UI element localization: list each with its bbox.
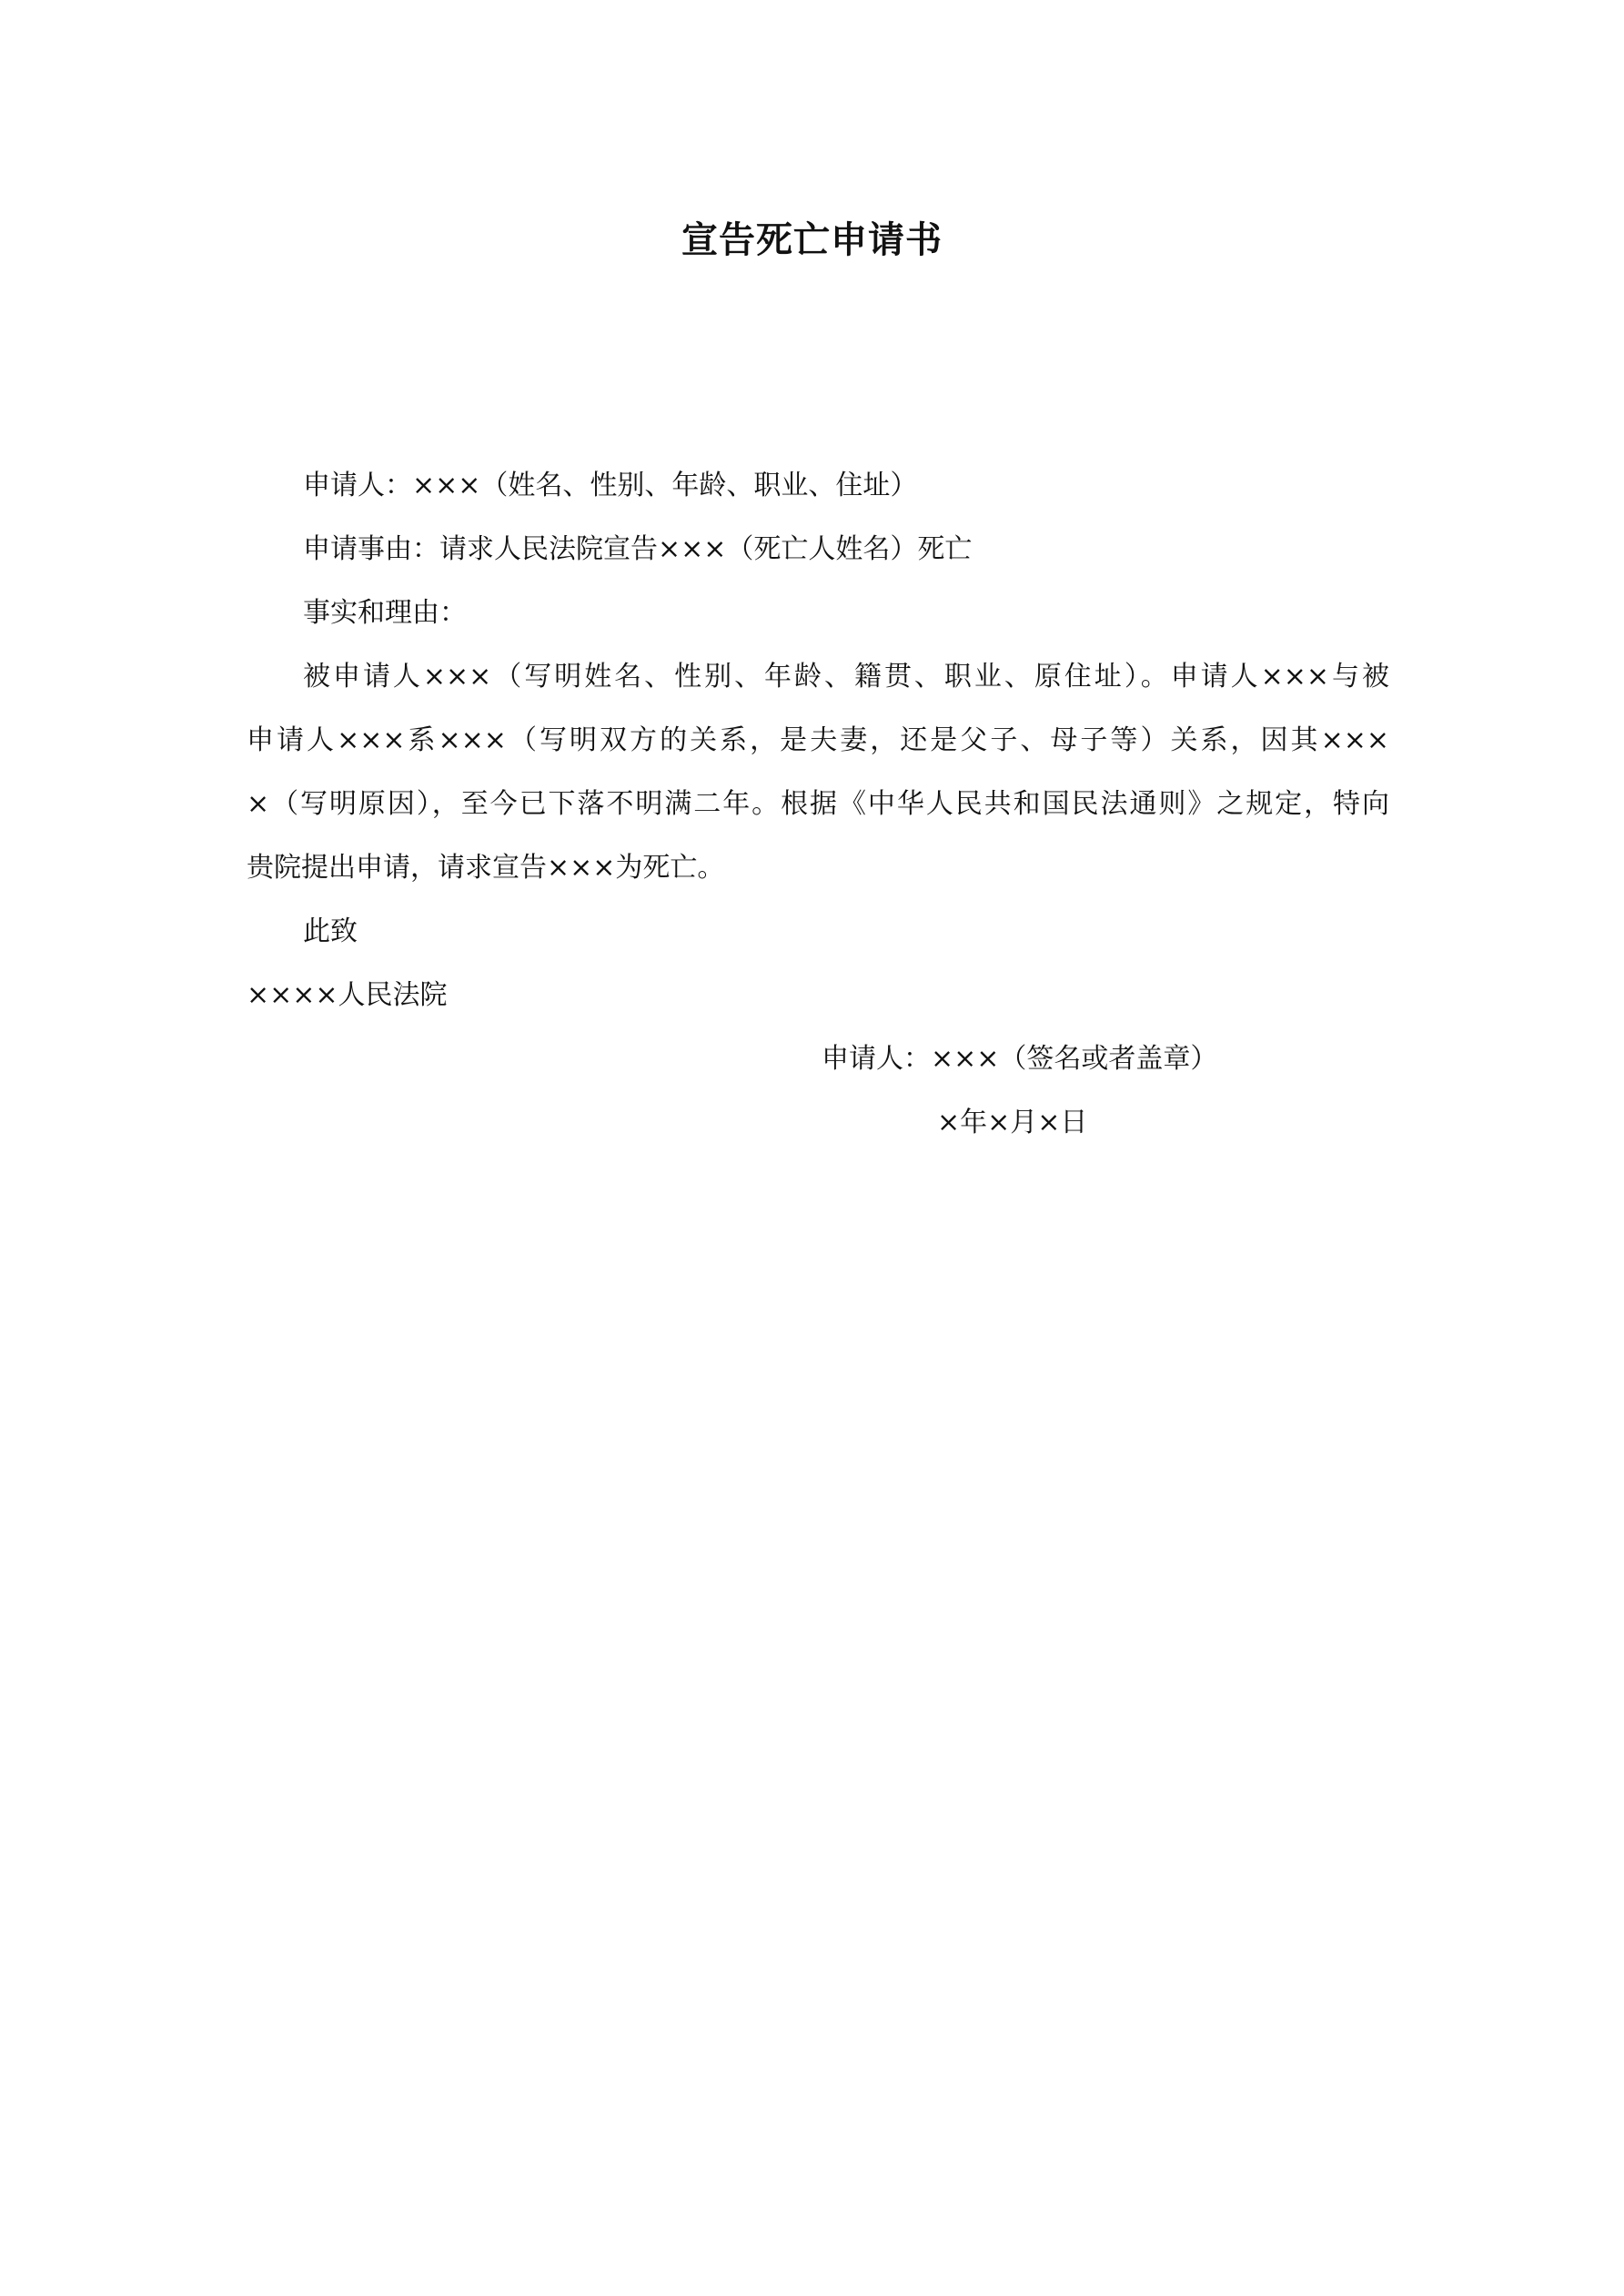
facts-line-4: 贵院提出申请，请求宣告×××为死亡。 [247,852,725,884]
document-title: 宣告死亡申请书 [681,219,943,261]
facts-line-3: ×（写明原因），至今已下落不明满二年。根据《中华人民共和国民法通则》之规定，特向 [247,788,1389,820]
facts-line-2: 申请人×××系×××（写明双方的关系，是夫妻，还是父子、母子等）关系，因其××× [247,724,1389,756]
court-name: ××××人民法院 [247,979,448,1011]
signature-line: 申请人：×××（签名或者盖章） [822,1043,1218,1075]
facts-heading: 事实和理由： [303,597,467,629]
request-line: 申请事由：请求人民法院宣告×××（死亡人姓名）死亡 [303,533,973,565]
closing-salutation: 此致 [303,915,358,947]
facts-line-1: 被申请人×××（写明姓名、性别、年龄、籍贯、职业、原住址）。申请人×××与被 [303,661,1389,693]
date-line: ×年×月×日 [937,1107,1088,1138]
applicant-line: 申请人：×××（姓名、性别、年龄、职业、住址） [303,470,918,501]
